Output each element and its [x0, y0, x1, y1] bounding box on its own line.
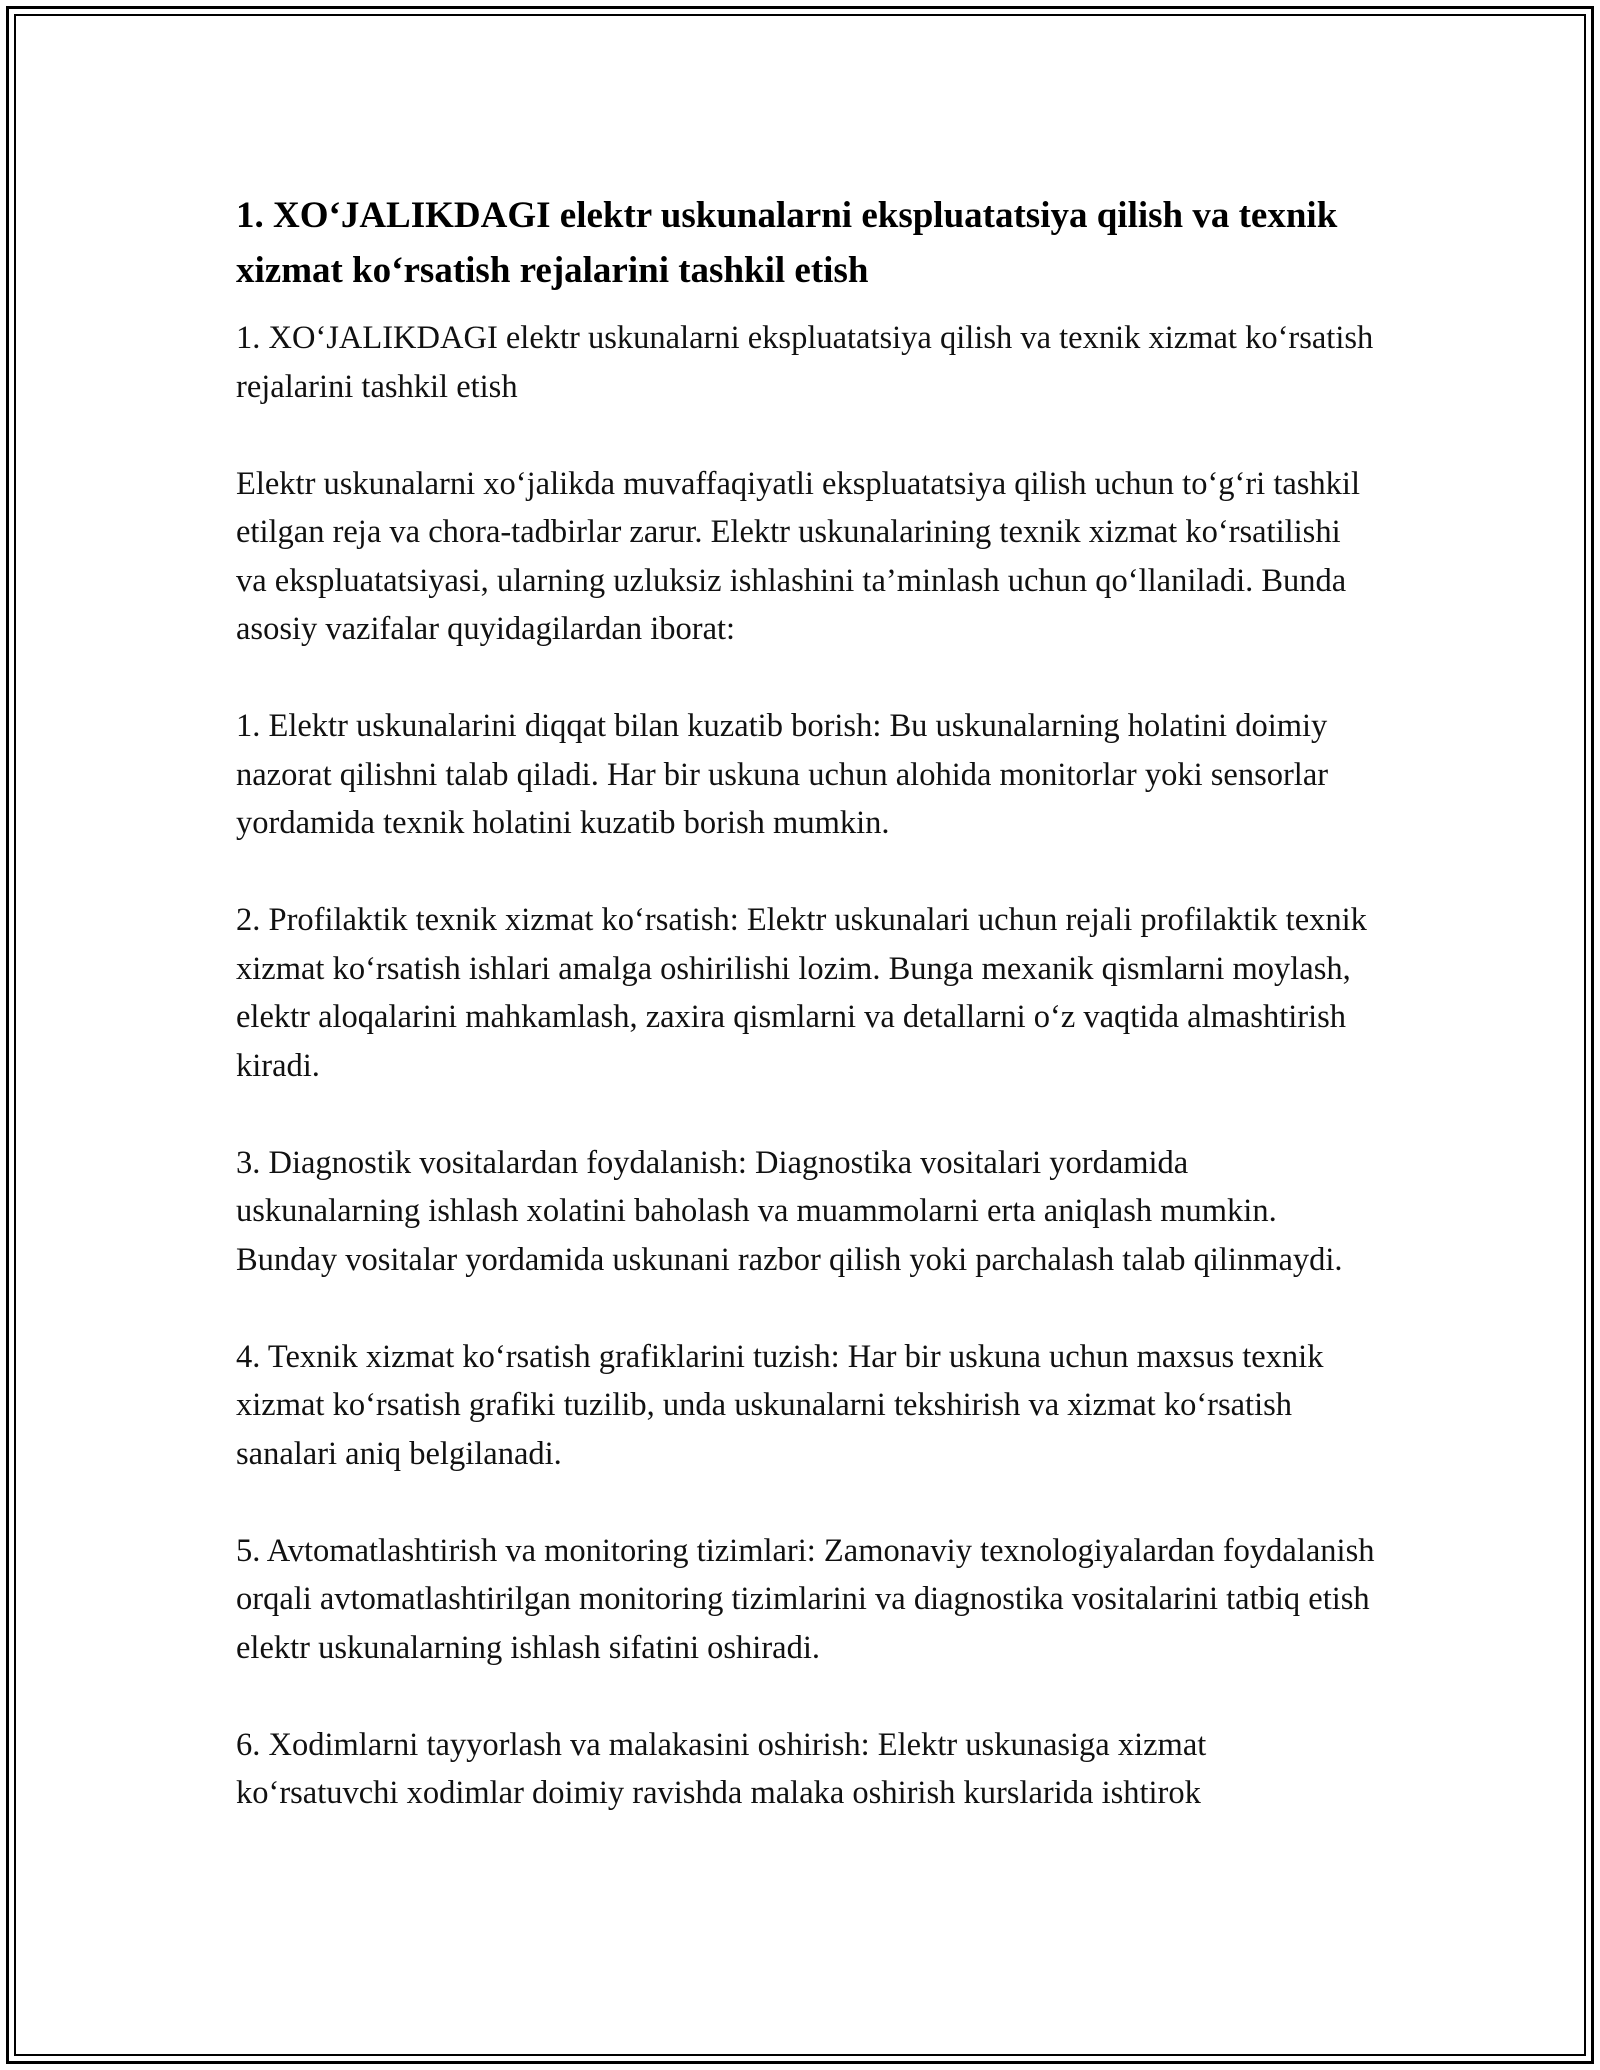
paragraph-item-4: 4. Texnik xizmat ko‘rsatish grafiklarini tuzish: Har bir uskuna uchun maxsus texnik xizmat ko‘rsatish grafiki tuzilib, unda uskunalarni tekshirish va xizmat ko‘rsatish sanalari aniq belgilanadi. — [236, 1338, 1324, 1472]
paragraph-item-6: 6. Xodimlarni tayyorlash va malakasini oshirish: Elektr uskunasiga xizmat ko‘rsatuvchi xodimlar doimiy ravishda malaka oshirish kurslarida ishtirok — [236, 1726, 1207, 1811]
paragraph-item-1: 1. Elektr uskunalarini diqqat bilan kuzatib borish: Bu uskunalarning holatini doimiy nazorat qilishni talab qiladi. Har bir uskuna uchun alohida monitorlar yoki sensorlar yordamida texnik holatini kuzatib borish mumkin. — [236, 708, 1329, 841]
paragraph-item-3: 3. Diagnostik vositalardan foydalanish: Diagnostika vositalari yordamida uskunalarning ishlash xolatini baholash va muammolarni erta aniqlash mumkin. Bunday vositalar yordamida uskunani razbor qilish yoki parchalash talab qilinmaydi. — [236, 1144, 1343, 1278]
paragraph-item-5: 5. Avtomatlashtirish va monitoring tizimlari: Zamonaviy texnologiyalardan foydalanish orqali avtomatlashtirilgan monitoring tizimlarini va diagnostika vositalarini tatbiq etish elektr uskunalarning ishlash sifatini oshiradi. — [236, 1532, 1375, 1666]
paragraph-title-repeat: 1. XO‘JALIKDAGI elektr uskunalarni ekspluatatsiya qilish va texnik xizmat ko‘rsatish rejalarini tashkil etish — [236, 320, 1374, 405]
document-body — [236, 188, 1376, 1866]
document-heading: 1. XO‘JALIKDAGI elektr uskunalarni ekspluatatsiya qilish va texnik xizmat ko‘rsatish rejalarini tashkil etish — [236, 195, 1338, 291]
paragraph-intro: Elektr uskunalarni xo‘jalikda muvaffaqiyatli ekspluatatsiya qilish uchun to‘g‘ri tashkil etilgan reja va chora-tadbirlar zarur. Elektr uskunalarining texnik xizmat ko‘rsatilishi va ekspluatatsiyasi, ularning uzluksiz ishlashini ta’minlash uchun qo‘llaniladi. Bunda asosiy vazifalar quyidagilardan iborat: — [236, 465, 1360, 647]
paragraph-item-2: 2. Profilaktik texnik xizmat ko‘rsatish: Elektr uskunalari uchun rejali profilaktik texnik xizmat ko‘rsatish ishlari amalga oshirilishi lozim. Bunga mexanik qismlarni moylash, elektr aloqalarini mahkamlash, zaxira qismlarni va detallarni o‘z vaqtida almashtirish kiradi. — [236, 902, 1367, 1084]
